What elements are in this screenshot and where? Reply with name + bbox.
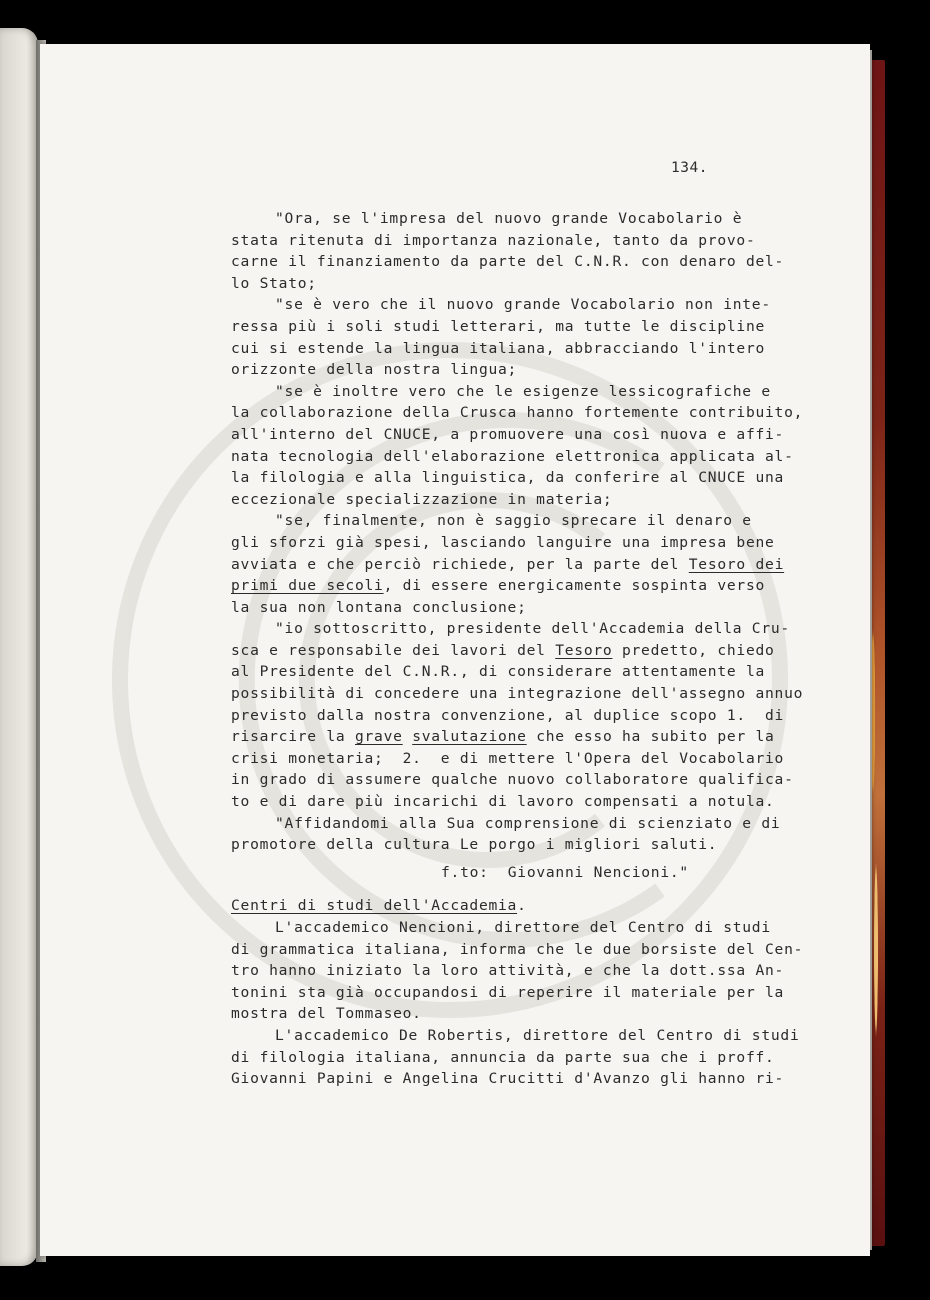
text-line: all'interno del CNUCE, a promuovere una così nuova e affi-: [231, 425, 785, 443]
text-line: L'accademico De Robertis, direttore del Centro di studi: [275, 1026, 800, 1044]
text-span: [403, 728, 413, 745]
text-line: tonini sta già occupandosi di reperire il materiale per la: [231, 983, 785, 1001]
left-page-edge: [0, 28, 38, 1266]
text-span: predetto, chiedo: [612, 641, 775, 659]
text-line: carne il finanziamento da parte del C.N.R. con denaro del-: [231, 253, 785, 271]
text-line: [231, 575, 791, 597]
text-line: gli sforzi già spesi, lasciando languire una impresa bene: [231, 533, 775, 551]
paragraph-tesoro: [231, 510, 791, 618]
underlined-title: Tesoro: [555, 641, 613, 659]
text-span: sca e responsabile dei lavori del: [231, 641, 556, 659]
underlined-title: primi due secoli: [231, 577, 384, 595]
paragraph-nencioni-centre: [231, 917, 804, 1025]
text-line: [231, 726, 791, 748]
paragraph-cnuce: [231, 381, 804, 511]
text-line: mostra del Tommaseo.: [231, 1005, 422, 1023]
signature-line: f.to: Giovanni Nencioni.": [441, 863, 689, 881]
text-line: "io sottoscritto, presidente dell'Accademia della Cru-: [275, 620, 790, 638]
text-line: "Ora, se l'impresa del nuovo grande Vocabolario è: [275, 210, 743, 227]
paragraph-vocabolario-disciplines: [231, 294, 791, 380]
text-span: che esso ha subito per la: [526, 728, 775, 746]
text-line: la filologia e alla linguistica, da conferire al CNUCE una: [231, 469, 785, 487]
text-line: "se, finalmente, non è saggio sprecare il denaro e: [275, 512, 752, 530]
text-span: risarcire la: [231, 728, 355, 746]
text-line: promotore della cultura Le porgo i migliori saluti.: [231, 836, 718, 854]
text-line: to e di dare più incarichi di lavoro compensati a notula.: [231, 793, 775, 811]
text-line: al Presidente del C.N.R., di considerare attentamente la: [231, 663, 766, 681]
text-line: "Affidandomi alla Sua comprensione di scienziato e di: [275, 814, 781, 832]
paragraph-closing: [231, 813, 791, 856]
text-span: , di essere energicamente sospinta verso: [383, 577, 766, 595]
paragraph-request: [231, 618, 804, 812]
text-line: Giovanni Papini e Angelina Crucitti d'Avanzo gli hanno ri-: [231, 1070, 785, 1088]
text-line: di grammatica italiana, informa che le due borsiste del Cen-: [231, 940, 804, 958]
text-line: lo Stato;: [231, 274, 317, 292]
text-line: nata tecnologia dell'elaborazione elettronica applicata al-: [231, 447, 794, 465]
text-line: possibilità di concedere una integrazione dell'assegno annuo: [231, 685, 804, 703]
text-line: L'accademico Nencioni, direttore del Centro di studi: [275, 919, 771, 936]
text-line: di filologia italiana, annuncia da parte sua che i proff.: [231, 1048, 775, 1066]
text-span: .: [517, 897, 527, 915]
paragraph-derobertis-centre: [231, 1025, 800, 1090]
text-line: orizzonte della nostra lingua;: [231, 361, 518, 379]
underlined-title: Tesoro dei: [688, 555, 785, 573]
document-body: [231, 208, 804, 1090]
text-line: previsto dalla nostra convenzione, al duplice scopo 1. di: [231, 706, 785, 724]
text-line: eccezionale specializzazione in materia;: [231, 490, 613, 508]
text-line: [231, 554, 791, 576]
underlined-word: svalutazione: [412, 728, 527, 746]
text-line: stata ritenuta di importanza nazionale, tanto da provo-: [231, 231, 756, 249]
text-line: "se è inoltre vero che le esigenze lessicografiche e: [275, 382, 771, 400]
text-line: tro hanno iniziato la loro attività, e che la dott.ssa An-: [231, 962, 785, 980]
text-line: crisi monetaria; 2. e di mettere l'Opera del Vocabolario: [231, 749, 785, 767]
section-heading: [231, 895, 791, 917]
paragraph-vocabolario-importance: [231, 208, 791, 294]
underlined-word: grave: [354, 728, 403, 746]
text-span: avviata e che perciò richiede, per la parte del: [231, 555, 689, 573]
section-heading-text: Centri di studi dell'Accademia: [231, 897, 518, 915]
text-line: la sua non lontana conclusione;: [231, 598, 527, 616]
text-line: ressa più i soli studi letterari, ma tutte le discipline: [231, 317, 766, 335]
text-line: la collaborazione della Crusca hanno fortemente contribuito,: [231, 404, 804, 422]
text-line: [231, 640, 791, 662]
page-number: 134.: [671, 160, 708, 176]
text-line: cui si estende la lingua italiana, abbracciando l'intero: [231, 339, 766, 357]
text-line: "se è vero che il nuovo grande Vocabolario non inte-: [275, 296, 771, 314]
text-line: in grado di assumere qualche nuovo collaboratore qualifica-: [231, 771, 794, 789]
